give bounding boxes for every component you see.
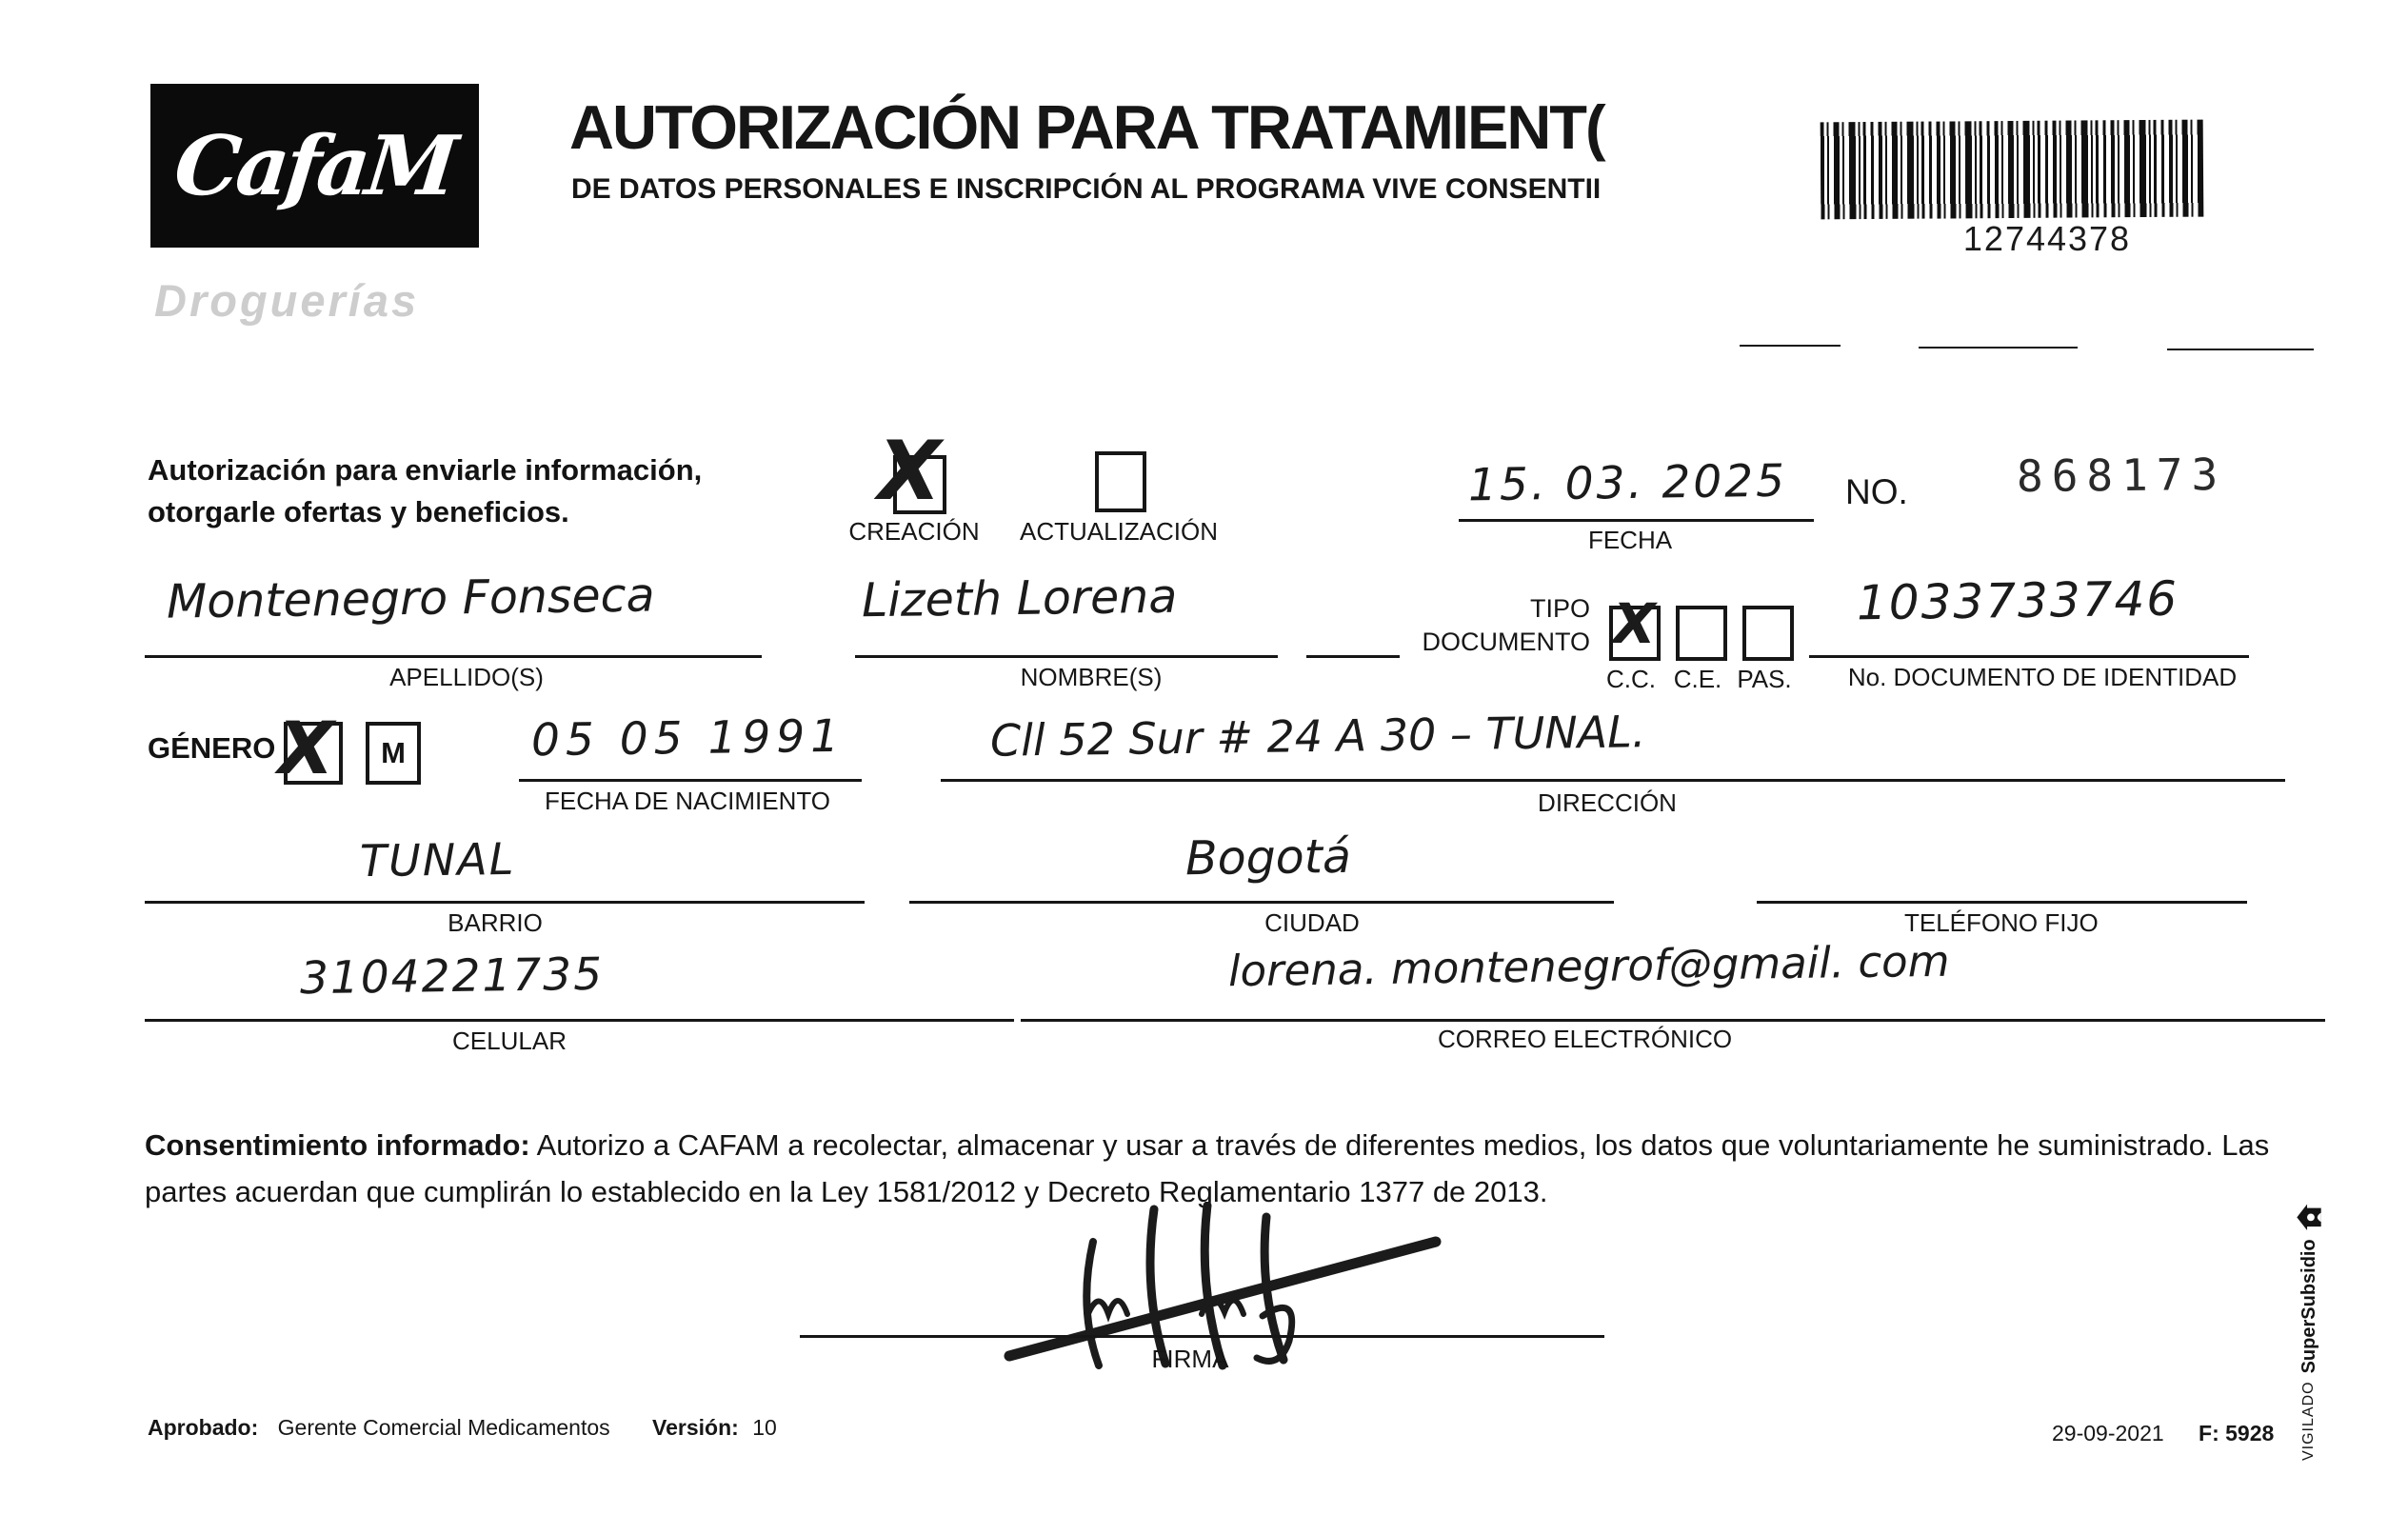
apellidos-line bbox=[145, 655, 762, 658]
form-number-stamp: 868173 bbox=[2016, 449, 2227, 502]
aprobado-label: Aprobado: bbox=[148, 1415, 259, 1440]
footer-right bbox=[2052, 1421, 2274, 1446]
nombres-line bbox=[855, 655, 1278, 658]
intro-statement-line1: Autorización para enviarle información, bbox=[148, 453, 703, 487]
creacion-checkbox-mark: X bbox=[878, 424, 942, 519]
form-subtitle: DE DATOS PERSONALES E INSCRIPCIÓN AL PROGRAMA VIVE CONSENTII bbox=[571, 173, 1602, 205]
fecha-label: FECHA bbox=[1587, 526, 1673, 554]
barrio-label: BARRIO bbox=[448, 908, 543, 937]
direccion-value: Cll 52 Sur # 24 A 30 – TUNAL. bbox=[989, 706, 1646, 767]
direccion-label: DIRECCIÓN bbox=[1538, 788, 1677, 817]
genero-f-mark: X bbox=[278, 706, 334, 790]
cc-checkbox-mark: X bbox=[1613, 591, 1656, 656]
blank-line bbox=[1919, 347, 2078, 349]
genero-label: GÉNERO bbox=[148, 731, 276, 765]
cafam-logo-text: CafaM bbox=[170, 117, 459, 214]
genero-m-checkbox: M bbox=[366, 722, 421, 785]
firma-label: FIRMA bbox=[1151, 1345, 1229, 1373]
blank-line bbox=[1740, 345, 1841, 347]
documento-line bbox=[1809, 655, 2249, 658]
telefono-fijo-label: TELÉFONO FIJO bbox=[1904, 908, 2099, 937]
fecha-nacimiento-label: FECHA DE NACIMIENTO bbox=[545, 787, 831, 815]
barrio-line bbox=[145, 901, 865, 904]
firma-line bbox=[800, 1335, 1604, 1338]
vigilado-strip bbox=[2293, 1204, 2325, 1461]
version-value: 10 bbox=[752, 1415, 777, 1440]
fecha-line bbox=[1459, 519, 1814, 522]
creacion-label: CREACIÓN bbox=[848, 517, 980, 546]
vigilado-small-text: VIGILADO bbox=[2300, 1381, 2317, 1461]
actualizacion-label: ACTUALIZACIÓN bbox=[1019, 517, 1219, 546]
blank-line bbox=[2167, 349, 2314, 350]
droguerias-watermark: Droguerías bbox=[154, 275, 420, 326]
actualizacion-checkbox bbox=[1095, 451, 1146, 512]
ce-label: C.E. bbox=[1673, 665, 1722, 693]
celular-label: CELULAR bbox=[452, 1027, 567, 1055]
footer-form-code: F: 5928 bbox=[2199, 1421, 2275, 1445]
intro-statement-line2: otorgarle ofertas y beneficios. bbox=[148, 495, 569, 528]
version-label: Versión: bbox=[652, 1415, 739, 1440]
no-label: NO. bbox=[1845, 472, 1908, 511]
ce-checkbox bbox=[1676, 606, 1727, 661]
fecha-nacimiento-line bbox=[519, 779, 862, 782]
correo-line bbox=[1021, 1019, 2325, 1022]
documento-value: 1033733746 bbox=[1856, 570, 2179, 631]
correo-value: lorena. montenegrof@gmail. com bbox=[1227, 935, 1950, 997]
consent-bold-prefix: Consentimiento informado: bbox=[145, 1128, 530, 1162]
pas-label: PAS. bbox=[1737, 665, 1792, 693]
supersubsidio-house-icon bbox=[2296, 1204, 2322, 1231]
barcode bbox=[1821, 120, 2204, 220]
footer-date: 29-09-2021 bbox=[2052, 1421, 2164, 1445]
cc-label: C.C. bbox=[1606, 665, 1656, 693]
direccion-line bbox=[941, 779, 2285, 782]
ciudad-line bbox=[909, 901, 1614, 904]
aprobado-value: Gerente Comercial Medicamentos bbox=[277, 1415, 610, 1440]
barcode-number: 12744378 bbox=[1962, 219, 2132, 258]
footer-left bbox=[148, 1415, 777, 1441]
nombres-label: NOMBRE(S) bbox=[1020, 663, 1163, 691]
consent-text: Autorizo a CAFAM a recolectar, almacenar y usar a través de diferentes medios, los datos que voluntariamente he suministrado. Las partes acuerdan que cumplirán lo establecido en la Ley 1581/2012 y Decreto Reglamentario 1377 de 2013. bbox=[145, 1128, 2270, 1208]
celular-line bbox=[145, 1019, 1014, 1022]
ciudad-value: Bogotá bbox=[1184, 828, 1352, 887]
telefono-fijo-line bbox=[1757, 901, 2247, 904]
apellidos-label: APELLIDO(S) bbox=[389, 663, 544, 691]
tipo-documento-label: TIPO DOCUMENTO bbox=[1422, 594, 1590, 656]
nombres-value: Lizeth Lorena bbox=[861, 568, 1178, 628]
vigilado-bold-text: SuperSubsidio bbox=[2298, 1239, 2319, 1374]
apellidos-value: Montenegro Fonseca bbox=[166, 568, 655, 629]
ciudad-label: CIUDAD bbox=[1264, 908, 1360, 937]
fecha-value: 15. 03. 2025 bbox=[1467, 454, 1788, 512]
correo-label: CORREO ELECTRÓNICO bbox=[1438, 1025, 1733, 1053]
form-title: AUTORIZACIÓN PARA TRATAMIENT( bbox=[569, 92, 1604, 162]
celular-value: 3104221735 bbox=[299, 947, 605, 1006]
barrio-value: TUNAL bbox=[359, 832, 516, 887]
cafam-logo bbox=[150, 84, 479, 248]
fecha-nacimiento-value: 05 05 1991 bbox=[530, 709, 846, 767]
pas-checkbox bbox=[1742, 606, 1794, 661]
documento-label: No. DOCUMENTO DE IDENTIDAD bbox=[1847, 663, 2238, 691]
